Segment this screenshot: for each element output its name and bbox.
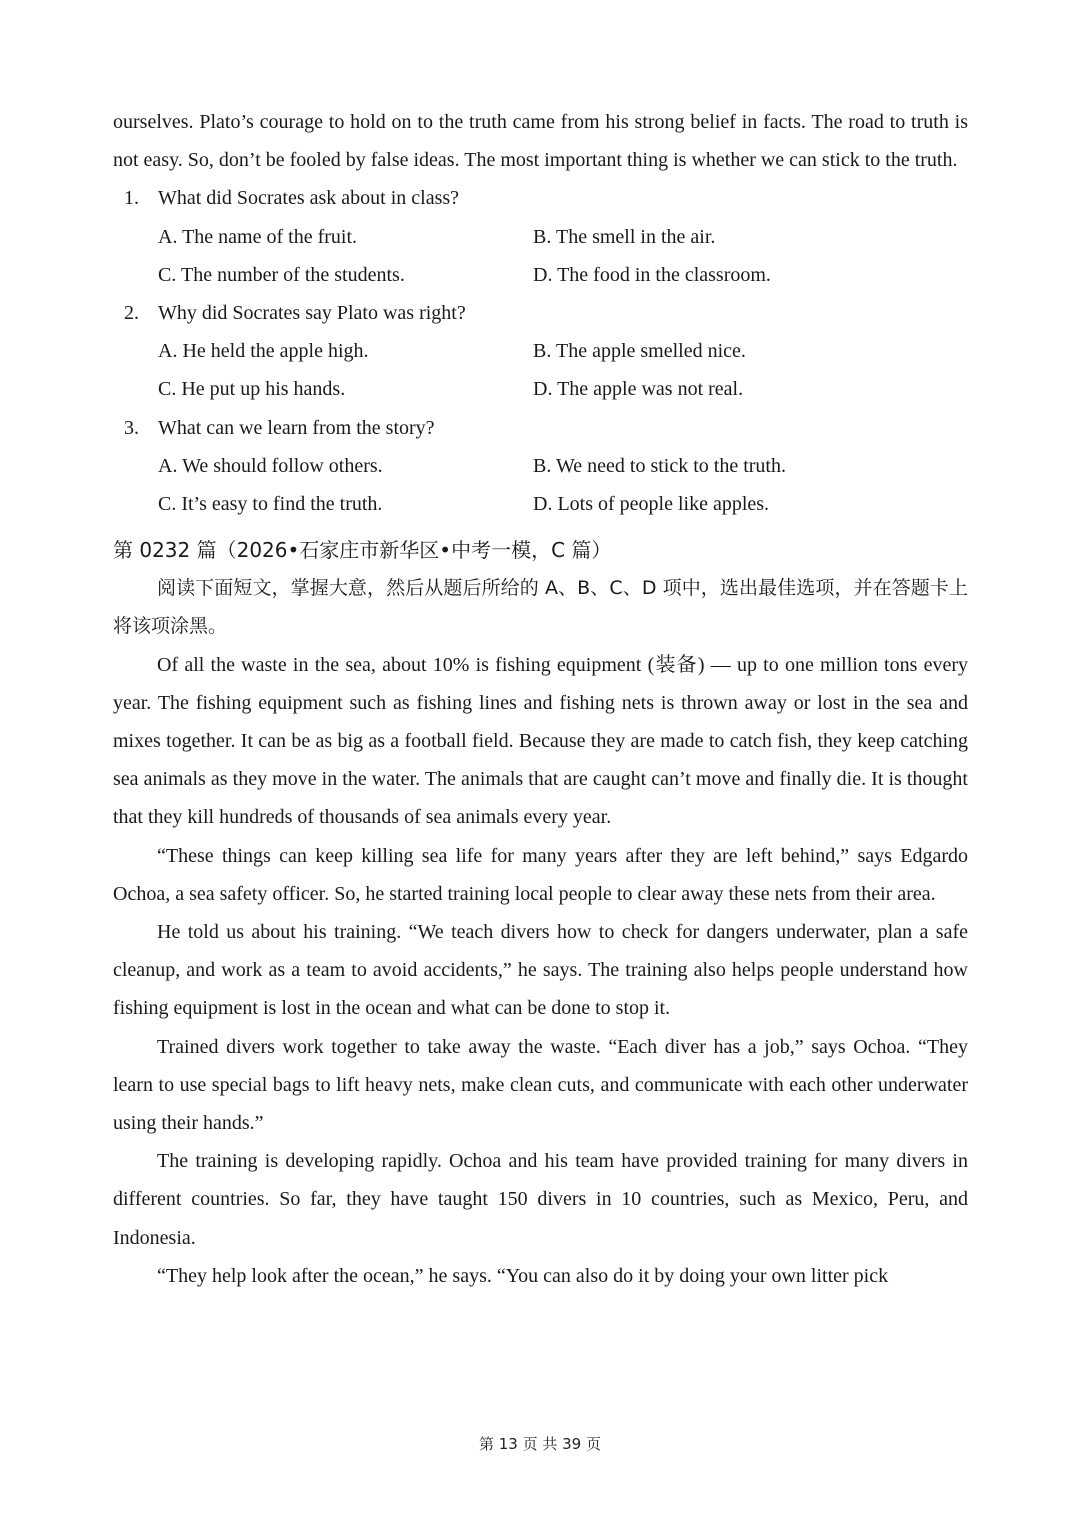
question-number: 2.	[124, 301, 139, 324]
option-c: C. The number of the students.	[158, 263, 405, 286]
question-1	[113, 179, 968, 294]
option-d: D. The food in the classroom.	[533, 263, 771, 286]
passage-paragraph: Of all the waste in the sea, about 10% is fishing equipment (装备) — up to one million tons every year. The fishing equipment such as fishing lines and fishing nets is thrown away or lost in the sea and mixes together. It can be as big as a football field. Because they are made to catch fish, they keep catching sea animals as they move in the water. The animals that are caught can’t move and finally die. It is thought that they kill hundreds of thousands of sea animals every year.	[113, 653, 968, 829]
option-b: B. The apple smelled nice.	[533, 340, 746, 363]
section-instruction: 阅读下面短文，掌握大意，然后从题后所给的 A、B、C、D 项中，选出最佳选项，并在答题卡上将该项涂黑。	[113, 577, 968, 638]
option-b: B. The smell in the air.	[533, 225, 716, 248]
question-3	[113, 409, 968, 524]
passage-paragraph: He told us about his training. “We teach divers how to check for dangers underwater, plan a safe cleanup, and work as a team to avoid accidents,” he says. The training also helps people understand how fishing equipment is lost in the ocean and what can be done to stop it.	[113, 920, 968, 1020]
page-footer: 第 13 页 共 39 页	[478, 1435, 601, 1453]
option-a: A. We should follow others.	[158, 454, 383, 477]
passage-paragraph: “They help look after the ocean,” he says. “You can also do it by doing your own litter pick	[157, 1264, 889, 1287]
passage-paragraph: Trained divers work together to take away the waste. “Each diver has a job,” says Ochoa. “They learn to use special bags to lift heavy nets, make clean cuts, and communicate with each other underwater using their hands.”	[113, 1035, 968, 1134]
passage-paragraph: “These things can keep killing sea life for many years after they are left behind,” says Edgardo Ochoa, a sea safety officer. So, he started training local people to clear away these nets from their area.	[113, 844, 968, 905]
option-c: C. It’s easy to find the truth.	[158, 492, 383, 515]
option-d: D. Lots of people like apples.	[533, 492, 770, 515]
option-a: A. He held the apple high.	[158, 340, 369, 363]
question-text: Why did Socrates say Plato was right?	[158, 301, 466, 324]
question-number: 3.	[124, 416, 139, 439]
option-b: B. We need to stick to the truth.	[533, 454, 786, 477]
option-c: C. He put up his hands.	[158, 378, 346, 401]
question-2	[113, 294, 968, 409]
page-content	[113, 103, 968, 1295]
question-text: What did Socrates ask about in class?	[158, 187, 460, 210]
option-d: D. The apple was not real.	[533, 378, 744, 401]
question-text: What can we learn from the story?	[158, 416, 435, 439]
passage-paragraph: The training is developing rapidly. Ochoa and his team have provided training for many divers in different countries. So far, they have taught 150 divers in 10 countries, such as Mexico, Peru, and Indonesia.	[113, 1150, 968, 1249]
option-a: A. The name of the fruit.	[158, 225, 358, 248]
question-number: 1.	[124, 187, 139, 210]
section-title: 第 0232 篇（2026•石家庄市新华区•中考一模，C 篇）	[113, 538, 612, 563]
intro-paragraph: ourselves. Plato’s courage to hold on to the truth came from his strong belief in facts. The road to truth is not easy. So, don’t be fooled by false ideas. The most important thing is whether we can stick to the truth.	[113, 111, 968, 172]
